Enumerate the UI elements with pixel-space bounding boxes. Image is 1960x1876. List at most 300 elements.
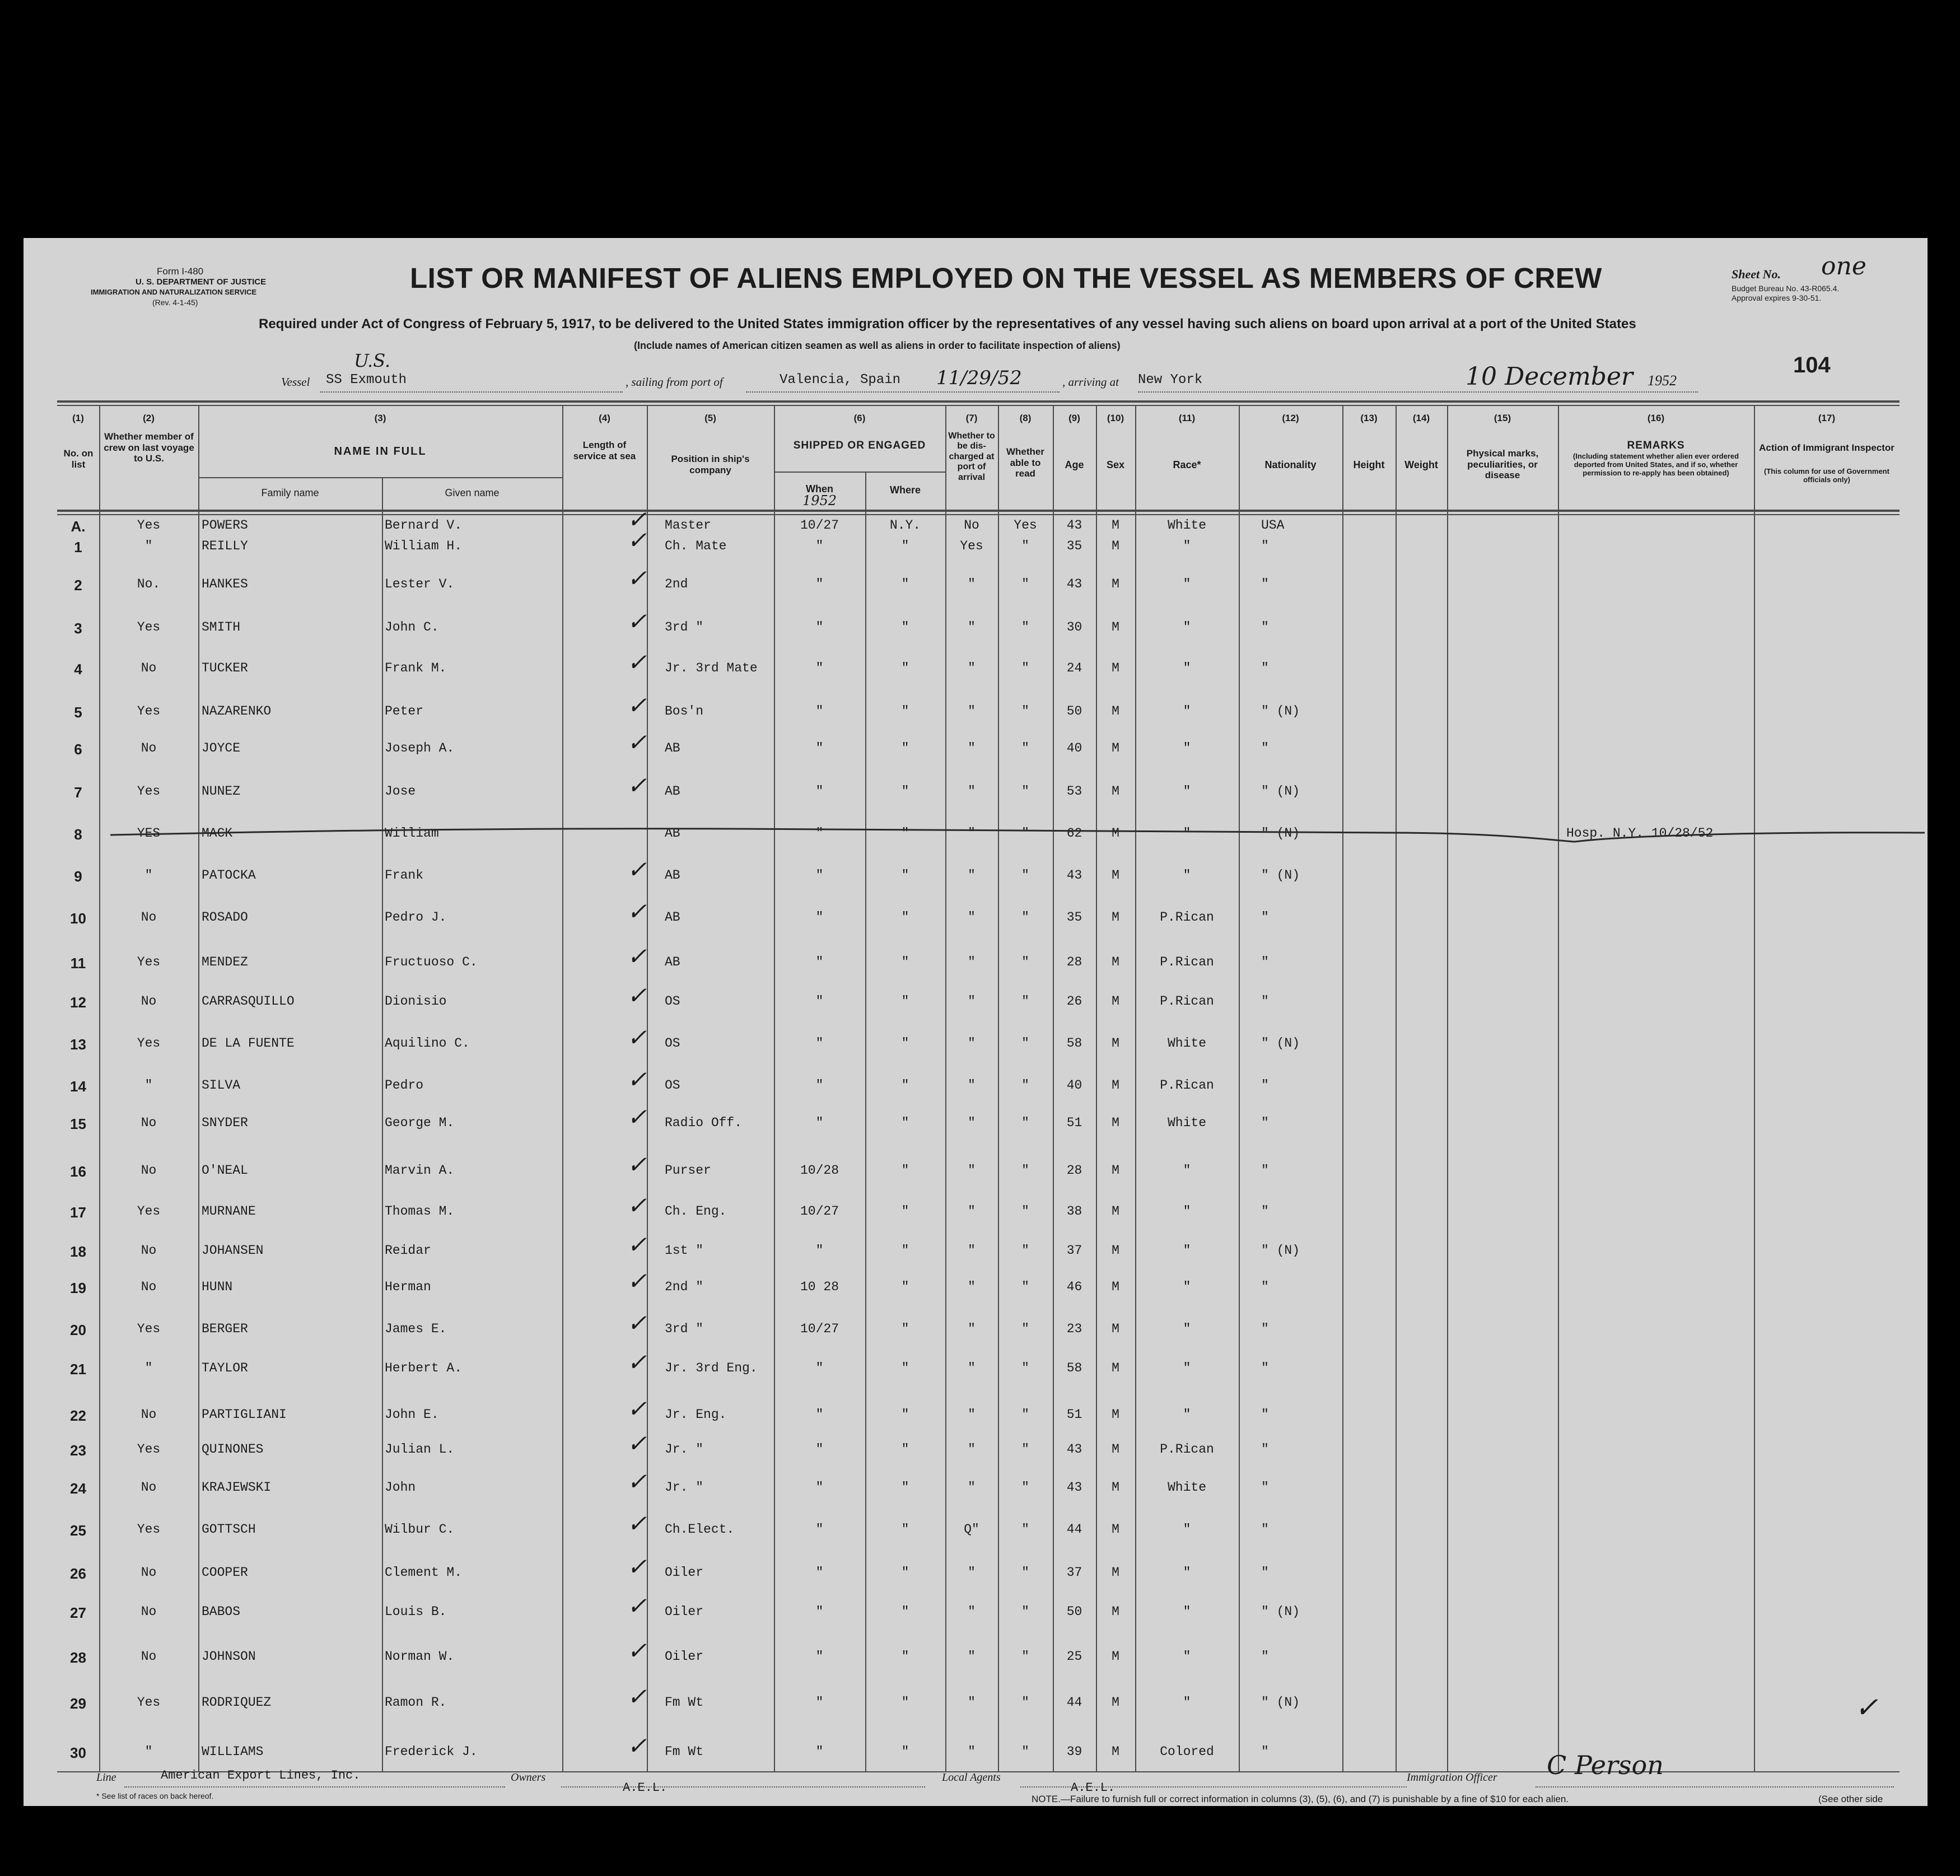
col-num: (12): [1282, 413, 1299, 423]
crew-last-voyage: No: [141, 1280, 157, 1294]
sex: M: [1112, 539, 1119, 553]
position: Ch. Eng.: [665, 1204, 727, 1219]
service-checkmark: ✓: [627, 529, 647, 556]
vessel-rule: [320, 391, 623, 393]
crew-last-voyage: No: [141, 1604, 157, 1619]
service-checkmark: ✓: [627, 1270, 647, 1296]
shipped-when: ": [815, 1480, 824, 1495]
shipped-where: ": [901, 994, 909, 1009]
header-race: Race*: [1173, 459, 1201, 470]
line-rule: [124, 1786, 505, 1788]
crew-last-voyage: No: [141, 661, 157, 675]
crew-last-voyage: Yes: [137, 1322, 161, 1336]
able-to-read: ": [1021, 1243, 1029, 1258]
col-rule: [1239, 405, 1240, 1771]
shipped-when: ": [815, 704, 824, 718]
position: OS: [665, 1036, 680, 1051]
vessel-name: SS Exmouth: [326, 372, 407, 388]
race: ": [1183, 1695, 1191, 1710]
shipped-where: ": [901, 1744, 909, 1759]
race: ": [1183, 868, 1191, 883]
able-to-read: ": [1021, 1204, 1029, 1219]
sex: M: [1112, 1522, 1119, 1537]
race: ": [1183, 1322, 1191, 1336]
shipped-where: ": [901, 1480, 909, 1495]
discharged: Yes: [960, 539, 983, 553]
sex: M: [1112, 1649, 1119, 1664]
col-num: (7): [965, 413, 978, 423]
row-number: 12: [70, 994, 86, 1011]
see-other-side: (See other side: [1818, 1794, 1883, 1804]
col-num: (6): [853, 413, 866, 423]
crew-last-voyage: Yes: [137, 784, 161, 799]
shipped-when: ": [815, 868, 824, 883]
given-name: Frank: [385, 868, 424, 883]
vessel-note: U.S.: [354, 350, 391, 371]
shipped-when: ": [815, 620, 824, 634]
crew-last-voyage: No: [141, 1243, 157, 1258]
header-height: Height: [1353, 459, 1385, 470]
header-when: When: [806, 483, 833, 494]
nationality: " (N): [1261, 704, 1300, 718]
age: 24: [1066, 661, 1082, 675]
nationality: USA: [1261, 518, 1285, 533]
shipped-when: ": [815, 1078, 824, 1093]
col-num: (1): [72, 413, 84, 423]
row-number: 30: [70, 1744, 86, 1761]
arriving-rule: [1138, 391, 1698, 393]
header-action: Action of Immigrant Inspector: [1759, 442, 1894, 453]
col-num: (11): [1178, 413, 1196, 423]
crew-last-voyage: ": [144, 1078, 153, 1093]
shipped-where: ": [901, 741, 909, 755]
shipped-when: ": [815, 826, 824, 841]
row-number: 18: [70, 1243, 86, 1260]
sailing-label: , sailing from port of: [626, 375, 723, 389]
race: White: [1167, 1036, 1206, 1051]
nationality: ": [1261, 1744, 1269, 1759]
row-number: 5: [74, 704, 82, 721]
age: 58: [1066, 1361, 1082, 1375]
header-nationality: Nationality: [1264, 459, 1317, 470]
discharged: ": [968, 1078, 976, 1093]
position: Ch. Mate: [665, 539, 727, 553]
given-name: Jose: [385, 784, 416, 799]
position: OS: [665, 994, 680, 1009]
crew-last-voyage: No: [141, 1480, 157, 1495]
shipped-when: 10/28: [800, 1163, 839, 1178]
remarks: Hosp. N.Y. 10/28/52: [1566, 826, 1714, 841]
given-name: Joseph A.: [385, 741, 455, 755]
row-number: 26: [70, 1565, 86, 1582]
race: ": [1183, 1522, 1191, 1537]
service-checkmark: ✓: [627, 1194, 647, 1221]
service-checkmark: ✓: [627, 651, 647, 678]
row-number: 27: [70, 1604, 86, 1621]
position: Oiler: [665, 1565, 704, 1580]
sex: M: [1112, 1322, 1119, 1336]
crew-last-voyage: Yes: [137, 1442, 161, 1457]
given-name: Herman: [385, 1280, 431, 1294]
age: 43: [1066, 577, 1082, 591]
crew-last-voyage: Yes: [137, 955, 161, 969]
shipped-when: ": [815, 1649, 824, 1664]
shipped-when: 10/27: [800, 518, 839, 533]
discharged: ": [968, 1243, 976, 1258]
agents-value: A.E.L.: [1071, 1781, 1116, 1795]
header-physical: Physical marks, peculiarities, or disease: [1466, 448, 1539, 481]
row-number: 19: [70, 1280, 86, 1296]
able-to-read: ": [1021, 1565, 1029, 1580]
service-checkmark: ✓: [627, 1312, 647, 1338]
able-to-read: ": [1021, 868, 1029, 883]
row-number: 10: [70, 910, 86, 927]
crew-last-voyage: Yes: [137, 704, 161, 718]
family-name: POWERS: [202, 518, 248, 533]
row-number: 13: [70, 1036, 86, 1053]
given-name: Pedro J.: [385, 910, 447, 925]
age: 23: [1066, 1322, 1082, 1336]
header-name-in-full: NAME IN FULL: [334, 445, 427, 458]
discharged: ": [968, 1280, 976, 1294]
service-name: IMMIGRATION AND NATURALIZATION SERVICE: [91, 288, 257, 296]
family-name: MURNANE: [202, 1204, 256, 1219]
nationality: ": [1261, 539, 1269, 553]
able-to-read: ": [1021, 704, 1029, 718]
form-note: (Include names of American citizen seamen as well as aliens in order to facilitate inspection of aliens): [634, 340, 1121, 351]
sex: M: [1112, 1480, 1119, 1495]
service-checkmark: ✓: [627, 984, 647, 1011]
position: AB: [665, 955, 680, 969]
age: 39: [1066, 1744, 1082, 1759]
discharged: ": [968, 1204, 976, 1219]
crew-last-voyage: No: [141, 910, 157, 925]
given-name: Reidar: [385, 1243, 431, 1258]
family-name: REILLY: [202, 539, 248, 553]
able-to-read: ": [1021, 955, 1029, 969]
discharged: ": [968, 577, 976, 591]
able-to-read: ": [1021, 1361, 1029, 1375]
able-to-read: ": [1021, 1695, 1029, 1710]
family-name: HANKES: [202, 577, 248, 591]
sex: M: [1112, 1280, 1119, 1294]
position: Oiler: [665, 1649, 704, 1664]
sex: M: [1112, 1204, 1119, 1219]
position: AB: [665, 784, 680, 799]
page-title: LIST OR MANIFEST OF ALIENS EMPLOYED ON THE VESSEL AS MEMBERS OF CREW: [410, 262, 1602, 294]
given-name: Aquilino C.: [385, 1036, 470, 1051]
age: 38: [1066, 1204, 1082, 1219]
form-number: Form I-480: [157, 266, 204, 277]
able-to-read: ": [1021, 910, 1029, 925]
header-remarks-sub: (Including statement whether alien ever ordered deported from United States, and if so, whether permission to re-apply has been obtained): [1572, 452, 1739, 477]
shipped-where: ": [901, 1243, 909, 1258]
age: 43: [1066, 868, 1082, 883]
budget-bureau: Budget Bureau No. 43-R065.4.: [1732, 284, 1840, 293]
nationality: ": [1261, 1163, 1269, 1178]
service-checkmark: ✓: [627, 1512, 647, 1539]
position: AB: [665, 741, 680, 755]
service-checkmark: ✓: [627, 945, 647, 972]
crew-last-voyage: YES: [137, 826, 161, 841]
row-number: 25: [70, 1522, 86, 1539]
shipped-where: ": [901, 1442, 909, 1457]
sex: M: [1112, 661, 1119, 675]
discharged: ": [968, 1649, 976, 1664]
service-checkmark: ✓: [627, 1594, 647, 1621]
race: ": [1183, 661, 1191, 675]
sex: M: [1112, 955, 1119, 969]
race: ": [1183, 1280, 1191, 1294]
shipped-when: ": [815, 910, 824, 925]
table-top-rule: [57, 400, 1900, 403]
table-top-rule-2: [57, 405, 1900, 406]
family-name: MACK: [202, 826, 233, 841]
given-name: George M.: [385, 1116, 455, 1130]
service-checkmark: ✓: [627, 1397, 647, 1424]
sex: M: [1112, 994, 1119, 1009]
position: Jr. 3rd Eng.: [665, 1361, 758, 1375]
family-name: JOYCE: [202, 741, 241, 755]
discharged: ": [968, 910, 976, 925]
service-checkmark: ✓: [627, 1685, 647, 1712]
sheet-label: Sheet No.: [1732, 267, 1781, 281]
nationality: ": [1261, 1522, 1269, 1537]
row-number: 11: [70, 955, 86, 972]
given-name: Julian L.: [385, 1442, 455, 1457]
given-name: Frank M.: [385, 661, 447, 675]
race: P.Rican: [1160, 1078, 1214, 1093]
discharged: ": [968, 1695, 976, 1710]
col-num: (2): [143, 413, 155, 423]
crew-last-voyage: No: [141, 1116, 157, 1130]
service-checkmark: ✓: [627, 508, 647, 535]
col-rule: [198, 405, 199, 1771]
sex: M: [1112, 704, 1119, 718]
owners-value: A.E.L.: [623, 1781, 668, 1795]
discharged: ": [968, 1116, 976, 1130]
form-revision: (Rev. 4-1-45): [152, 298, 198, 307]
row-number: 8: [74, 826, 82, 843]
row-number: 4: [74, 661, 82, 678]
sex: M: [1112, 1407, 1119, 1422]
service-checkmark: ✓: [627, 1470, 647, 1497]
shipped-where: ": [901, 577, 909, 591]
manifest-sheet: [24, 238, 1928, 1806]
row-number: 7: [74, 784, 82, 801]
position: Jr. 3rd Mate: [665, 661, 758, 675]
able-to-read: ": [1021, 994, 1029, 1009]
shipped-where: ": [901, 1078, 909, 1093]
able-to-read: ": [1021, 1163, 1029, 1178]
header-discharged: Whether to be dis-charged at port of arrival: [948, 431, 995, 482]
able-to-read: Yes: [1014, 518, 1037, 533]
discharged: ": [968, 784, 976, 799]
family-name: SNYDER: [202, 1116, 248, 1130]
sex: M: [1112, 620, 1119, 634]
service-checkmark: ✓: [627, 1351, 647, 1378]
header-where: Where: [889, 484, 921, 496]
family-name: JOHANSEN: [202, 1243, 264, 1258]
row-number: 9: [74, 868, 82, 885]
discharged: ": [968, 704, 976, 718]
age: 44: [1066, 1522, 1082, 1537]
position: AB: [665, 826, 680, 841]
given-name: Louis B.: [385, 1604, 447, 1619]
approval-expiry: Approval expires 9-30-51.: [1732, 293, 1822, 302]
race: P.Rican: [1160, 955, 1214, 969]
owners-rule: [561, 1786, 925, 1788]
position: Master: [665, 518, 711, 533]
shipped-where: ": [901, 826, 909, 841]
nationality: ": [1261, 955, 1269, 969]
shipped-when: ": [815, 1036, 824, 1051]
shipped-when: ": [815, 1565, 824, 1580]
able-to-read: ": [1021, 1407, 1029, 1422]
nationality: ": [1261, 620, 1269, 634]
shipped-when: ": [815, 577, 824, 591]
nationality: ": [1261, 1442, 1269, 1457]
able-to-read: ": [1021, 1280, 1029, 1294]
discharged: ": [968, 1407, 976, 1422]
header-given-name: Given name: [445, 487, 500, 498]
crew-last-voyage: Yes: [137, 620, 161, 634]
discharged: ": [968, 620, 976, 634]
vessel-label: Vessel: [281, 375, 310, 389]
shipped-where: ": [901, 1322, 909, 1336]
row-number: 17: [70, 1204, 86, 1221]
age: 58: [1066, 1036, 1082, 1051]
shipped-when: ": [815, 741, 824, 755]
position: 3rd ": [665, 620, 704, 634]
given-name: James E.: [385, 1322, 447, 1336]
nationality: ": [1261, 661, 1269, 675]
crew-last-voyage: Yes: [137, 518, 161, 533]
discharged: ": [968, 868, 976, 883]
arrival-year: 1952: [1648, 372, 1677, 389]
given-name: John C.: [385, 620, 439, 634]
races-note: * See list of races on back hereof.: [96, 1791, 214, 1800]
service-checkmark: ✓: [627, 1068, 647, 1095]
nationality: ": [1261, 741, 1269, 755]
col-num: (13): [1360, 413, 1378, 423]
age: 50: [1066, 1604, 1082, 1619]
able-to-read: ": [1021, 577, 1029, 591]
able-to-read: ": [1021, 1649, 1029, 1664]
race: ": [1183, 1243, 1191, 1258]
sex: M: [1112, 1036, 1119, 1051]
discharged: ": [968, 1036, 976, 1051]
row-number: 16: [70, 1163, 86, 1180]
shipped-subheader-rule: [774, 472, 945, 473]
discharged: ": [968, 826, 976, 841]
sex: M: [1112, 1442, 1119, 1457]
family-name: GOTTSCH: [202, 1522, 256, 1537]
col-num: (14): [1412, 413, 1430, 423]
discharged: ": [968, 1322, 976, 1336]
given-name: Pedro: [385, 1078, 424, 1093]
shipped-where: N.Y.: [889, 518, 921, 533]
race: ": [1183, 1407, 1191, 1422]
header-family-name: Family name: [261, 487, 319, 498]
header-remarks: REMARKS: [1627, 440, 1685, 451]
col-num: (9): [1068, 413, 1080, 423]
family-name: NAZARENKO: [202, 704, 272, 718]
line-label: Line: [96, 1771, 116, 1784]
arriving-label: , arriving at: [1062, 375, 1119, 389]
sex: M: [1112, 1163, 1119, 1178]
given-name: Clement M.: [385, 1565, 463, 1580]
discharged: ": [968, 1565, 976, 1580]
able-to-read: ": [1021, 1036, 1029, 1051]
given-name: Thomas M.: [385, 1204, 455, 1219]
shipped-where: ": [901, 1695, 909, 1710]
shipped-when: ": [815, 1243, 824, 1258]
sailing-rule: [746, 391, 1060, 393]
nationality: ": [1261, 1322, 1269, 1336]
agency-name: U. S. DEPARTMENT OF JUSTICE: [136, 277, 267, 287]
shipped-when: ": [815, 994, 824, 1009]
race: ": [1183, 784, 1191, 799]
header-length-service: Length of service at sea: [573, 440, 636, 461]
shipped-when: ": [815, 784, 824, 799]
nationality: ": [1261, 1280, 1269, 1294]
shipped-where: ": [901, 1604, 909, 1619]
crew-last-voyage: ": [144, 539, 153, 553]
position: OS: [665, 1078, 680, 1093]
crew-last-voyage: ": [144, 1361, 153, 1375]
header-when-year: 1952: [802, 493, 837, 508]
family-name: NUNEZ: [202, 784, 241, 799]
service-checkmark: ✓: [627, 1734, 647, 1761]
family-name: HUNN: [202, 1280, 233, 1294]
shipped-when: ": [815, 955, 824, 969]
header-bottom-rule-2: [57, 514, 1900, 515]
family-name: ROSADO: [202, 910, 248, 925]
race: ": [1183, 1649, 1191, 1664]
nationality: " (N): [1261, 784, 1300, 799]
position: Fm Wt: [665, 1744, 704, 1759]
line-value: American Export Lines, Inc.: [161, 1768, 361, 1782]
able-to-read: ": [1021, 539, 1029, 553]
shipped-when: ": [815, 661, 824, 675]
race: White: [1167, 1116, 1206, 1130]
age: 28: [1066, 1163, 1082, 1178]
shipped-when: 10 28: [800, 1280, 839, 1294]
given-name: Norman W.: [385, 1649, 455, 1664]
col-num: (8): [1019, 413, 1032, 423]
shipped-where: ": [901, 661, 909, 675]
race: White: [1167, 1480, 1206, 1495]
shipped-when: 10/27: [800, 1322, 839, 1336]
family-name: CARRASQUILLO: [202, 994, 295, 1009]
crew-last-voyage: No: [141, 1407, 157, 1422]
row-number: 22: [70, 1407, 86, 1424]
crew-last-voyage: No.: [137, 577, 161, 591]
sex: M: [1112, 518, 1119, 533]
able-to-read: ": [1021, 1522, 1029, 1537]
age: 26: [1066, 994, 1082, 1009]
sex: M: [1112, 1116, 1119, 1130]
race: ": [1183, 1204, 1191, 1219]
row-number: 24: [70, 1480, 86, 1497]
officer-rule: [1536, 1786, 1894, 1788]
crew-last-voyage: Yes: [137, 1204, 161, 1219]
given-name: Bernard V.: [385, 518, 463, 533]
age: 51: [1066, 1407, 1082, 1422]
nationality: ": [1261, 1078, 1269, 1093]
age: 35: [1066, 539, 1082, 553]
